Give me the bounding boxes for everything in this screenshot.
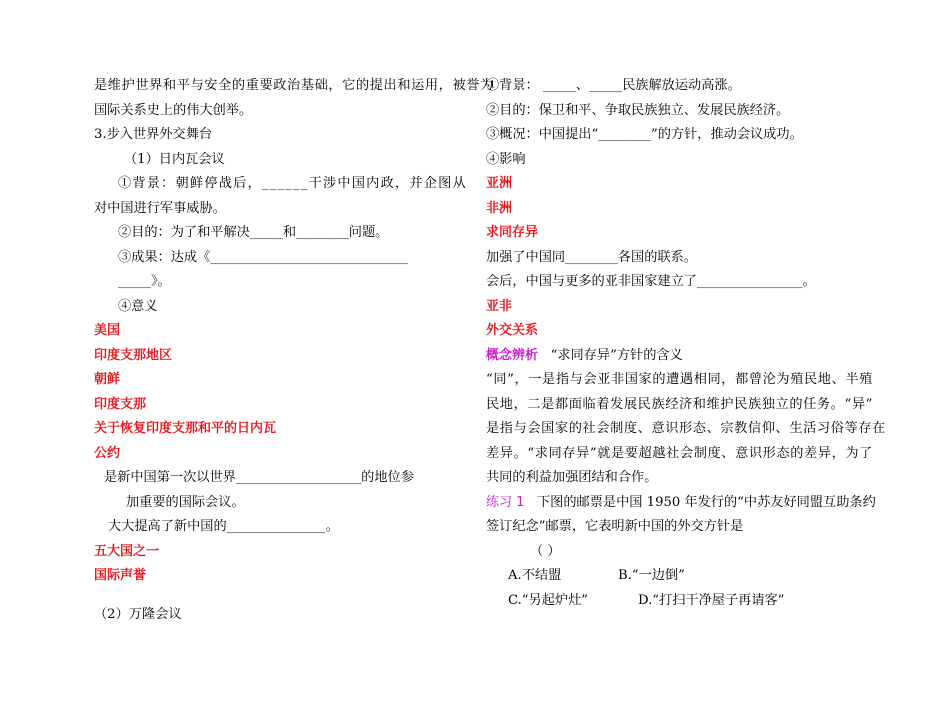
significance-line: 加重要的国际会议。 bbox=[126, 494, 245, 510]
option-d: D.“打扫干净屋子再请客” bbox=[638, 592, 785, 608]
answer-text: 关于恢复印度支那和平的日内瓦 bbox=[94, 421, 277, 436]
answer-text: 求同存异 bbox=[486, 225, 539, 240]
answer-text: 国际声誉 bbox=[94, 568, 147, 583]
paragraph-text: 国际关系史上的伟大创举。 bbox=[94, 102, 253, 118]
answer-text: 亚非 bbox=[486, 298, 513, 314]
options-row bbox=[486, 589, 866, 614]
answer-text: 外交关系 bbox=[486, 323, 539, 338]
significance-line: 大大提高了新中国的_______________。 bbox=[108, 519, 339, 534]
subsection-title-bandung: （2）万隆会议 bbox=[94, 606, 182, 622]
influence-label: ④影响 bbox=[486, 151, 526, 167]
concept-line: 共同的利益加强团结和合作。 bbox=[486, 470, 658, 485]
concept-line: 是指与会国家的社会制度、意识形态、宗教信仰、生活习俗等存在 bbox=[486, 421, 886, 436]
significance-label: ④意义 bbox=[118, 298, 158, 314]
background-line: 对中国进行军事威胁。 bbox=[94, 200, 226, 216]
right-column bbox=[486, 74, 886, 613]
concept-tag: 概念辨析 bbox=[486, 347, 539, 363]
significance-line: 是新中国第一次以世界___________________的地位参 bbox=[104, 470, 414, 485]
practice-question: 签订纪念”邮票，它表明新中国的外交方针是 bbox=[486, 519, 744, 534]
background-line: ①背景：朝鲜停战后，______干涉中国内政，并企图从 bbox=[118, 176, 467, 191]
option-c: C.“另起炉灶” bbox=[508, 592, 589, 608]
answer-text: 公约 bbox=[94, 445, 121, 461]
option-a: A.不结盟 bbox=[508, 568, 562, 583]
section-heading: 3.步入世界外交舞台 bbox=[94, 127, 213, 142]
concept-line: 差异。“求同存异”就是要超越社会制度、意识形态的差异，为了 bbox=[486, 445, 873, 461]
practice-heading bbox=[486, 491, 876, 516]
left-column bbox=[94, 74, 494, 627]
practice-tag: 练习 1 bbox=[486, 494, 525, 510]
overview-line: ③概况：中国提出“________”的方针，推动会议成功。 bbox=[486, 127, 803, 142]
options-row bbox=[486, 564, 866, 589]
practice-question: 下图的邮票是中国 1950 年发行的“中苏友好同盟互助条约 bbox=[536, 494, 876, 510]
influence-line: 加强了中国同________各国的联系。 bbox=[486, 249, 697, 265]
background-line: ①背景： _____、_____民族解放运动高涨。 bbox=[486, 78, 741, 93]
paragraph-text: 是维护世界和平与安全的重要政治基础，它的提出和运用，被誉为 bbox=[94, 78, 494, 93]
answer-bracket: （ ） bbox=[530, 543, 561, 559]
concept-line: 民地，二是都面临着发展民族经济和维护民族独立的任务。“异” bbox=[486, 396, 873, 412]
answer-text: 美国 bbox=[94, 323, 121, 338]
purpose-line: ②目的：为了和平解决_____和________问题。 bbox=[118, 225, 389, 240]
purpose-line: ②目的：保卫和平、争取民族独立、发展民族经济。 bbox=[486, 102, 790, 118]
answer-text: 朝鲜 bbox=[94, 372, 121, 387]
result-line: ③成果：达成《______________________________ bbox=[118, 249, 409, 265]
concept-line: “同”，一是指与会亚非国家的遭遇相同，都曾沦为殖民地、半殖 bbox=[486, 372, 873, 387]
concept-title: “求同存异”方针的含义 bbox=[550, 347, 683, 363]
answer-text: 亚洲 bbox=[486, 176, 513, 191]
result-line: _____》。 bbox=[118, 274, 171, 289]
option-b: B.“一边倒” bbox=[618, 568, 685, 583]
influence-line: 会后，中国与更多的亚非国家建立了________________。 bbox=[486, 274, 816, 289]
subsection-title-geneva: （1）日内瓦会议 bbox=[124, 151, 225, 167]
answer-text: 印度支那地区 bbox=[94, 347, 173, 363]
answer-text: 非洲 bbox=[486, 200, 513, 216]
concept-heading bbox=[486, 344, 866, 369]
answer-text: 印度支那 bbox=[94, 396, 147, 412]
answer-text: 五大国之一 bbox=[94, 543, 160, 559]
